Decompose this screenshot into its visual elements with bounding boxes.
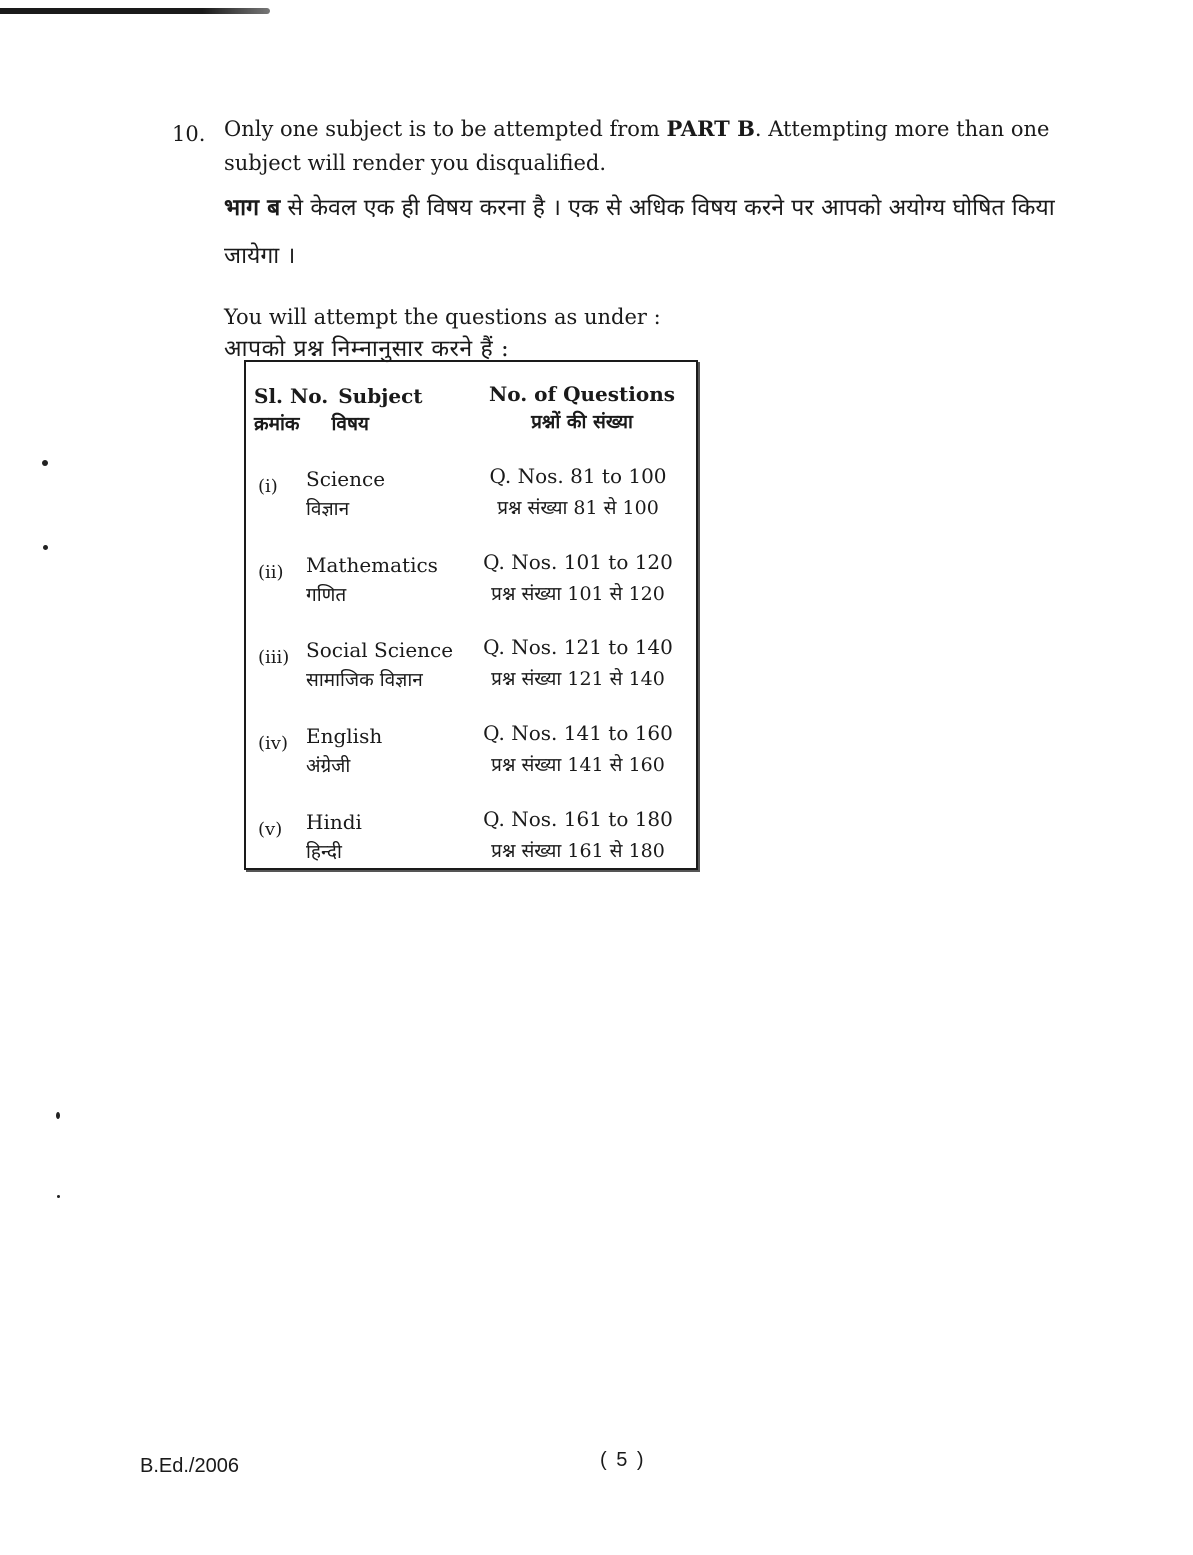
row-subject-en: Mathematics (306, 553, 438, 577)
subjects-table (244, 360, 698, 870)
instruction-english-bold: PART B (666, 116, 755, 141)
scan-speck (42, 460, 48, 466)
row-range-en: Q. Nos. 81 to 100 (489, 464, 667, 488)
row-subject (306, 807, 362, 867)
row-range-hi: प्रश्न संख्या 121 से 140 (491, 668, 665, 690)
row-question-range (468, 546, 688, 610)
table-row (246, 721, 696, 785)
row-range-hi: प्रश्न संख्या 81 से 100 (497, 497, 659, 519)
scan-speck (43, 545, 48, 550)
top-rule (0, 8, 270, 14)
table-header-questions (482, 380, 682, 436)
table-row (246, 464, 696, 528)
row-subject-hi: हिन्दी (306, 841, 342, 863)
scan-speck (56, 1112, 60, 1119)
row-range-en: Q. Nos. 161 to 180 (483, 807, 673, 831)
page-number: ( 5 ) (600, 1449, 646, 1471)
row-range-en: Q. Nos. 101 to 120 (483, 550, 673, 574)
row-range-hi: प्रश्न संख्या 141 से 160 (491, 754, 665, 776)
row-subject-en: English (306, 724, 383, 748)
row-number: (iv) (258, 733, 288, 754)
row-subject-en: Hindi (306, 810, 362, 834)
header-sl-no: Sl. No. (254, 384, 329, 408)
row-question-range (468, 460, 688, 524)
instruction-hindi (224, 184, 1084, 280)
table-row (246, 550, 696, 614)
row-subject-hi: अंग्रेजी (306, 755, 351, 777)
instruction-english-part2: . Attempting more than one subject will render you disqualified. (224, 117, 1050, 175)
table-row (246, 807, 696, 871)
row-number: (iii) (258, 647, 290, 668)
row-subject (306, 721, 382, 781)
row-subject (306, 550, 438, 610)
document-code: B.Ed./2006 (140, 1455, 239, 1477)
row-question-range (468, 631, 688, 695)
row-subject (306, 464, 385, 524)
instruction-hindi-bold: भाग ब (224, 194, 281, 221)
row-subject-hi: विज्ञान (306, 498, 350, 520)
row-range-en: Q. Nos. 121 to 140 (483, 635, 673, 659)
header-questions-hi: प्रश्नों की संख्या (531, 411, 633, 433)
row-number: (i) (258, 476, 278, 497)
header-questions: No. of Questions (488, 382, 676, 406)
row-question-range (468, 717, 688, 781)
item-number: 10. (172, 122, 206, 146)
row-subject-hi: सामाजिक विज्ञान (306, 669, 423, 691)
row-subject-en: Science (306, 467, 386, 491)
instruction-hindi-rest: से केवल एक ही विषय करना है । एक से अधिक विषय करने पर आपको अयोग्य घोषित किया जायेगा । (224, 195, 1055, 269)
instruction-body (224, 112, 1084, 366)
row-range-hi: प्रश्न संख्या 161 से 180 (491, 840, 665, 862)
header-sl-no-hi: क्रमांक (254, 413, 300, 435)
header-subject-hi: विषय (331, 413, 369, 435)
row-range-en: Q. Nos. 141 to 160 (483, 721, 673, 745)
scan-speck (57, 1195, 60, 1198)
row-number: (ii) (258, 562, 284, 583)
attempt-english: You will attempt the questions as under : (224, 305, 661, 329)
row-subject (306, 635, 453, 695)
row-range-hi: प्रश्न संख्या 101 से 120 (491, 583, 665, 605)
table-row (246, 635, 696, 699)
table-header-subject (254, 382, 423, 438)
attempt-hindi: आपको प्रश्न निम्नानुसार करने हैं : (224, 336, 510, 362)
row-subject-en: Social Science (306, 638, 454, 662)
row-question-range (468, 803, 688, 867)
instruction-english-part1: Only one subject is to be attempted from (224, 117, 667, 141)
row-number: (v) (258, 819, 283, 840)
row-subject-hi: गणित (306, 584, 347, 606)
instruction-english (224, 112, 1084, 180)
header-subject: Subject (338, 384, 423, 408)
